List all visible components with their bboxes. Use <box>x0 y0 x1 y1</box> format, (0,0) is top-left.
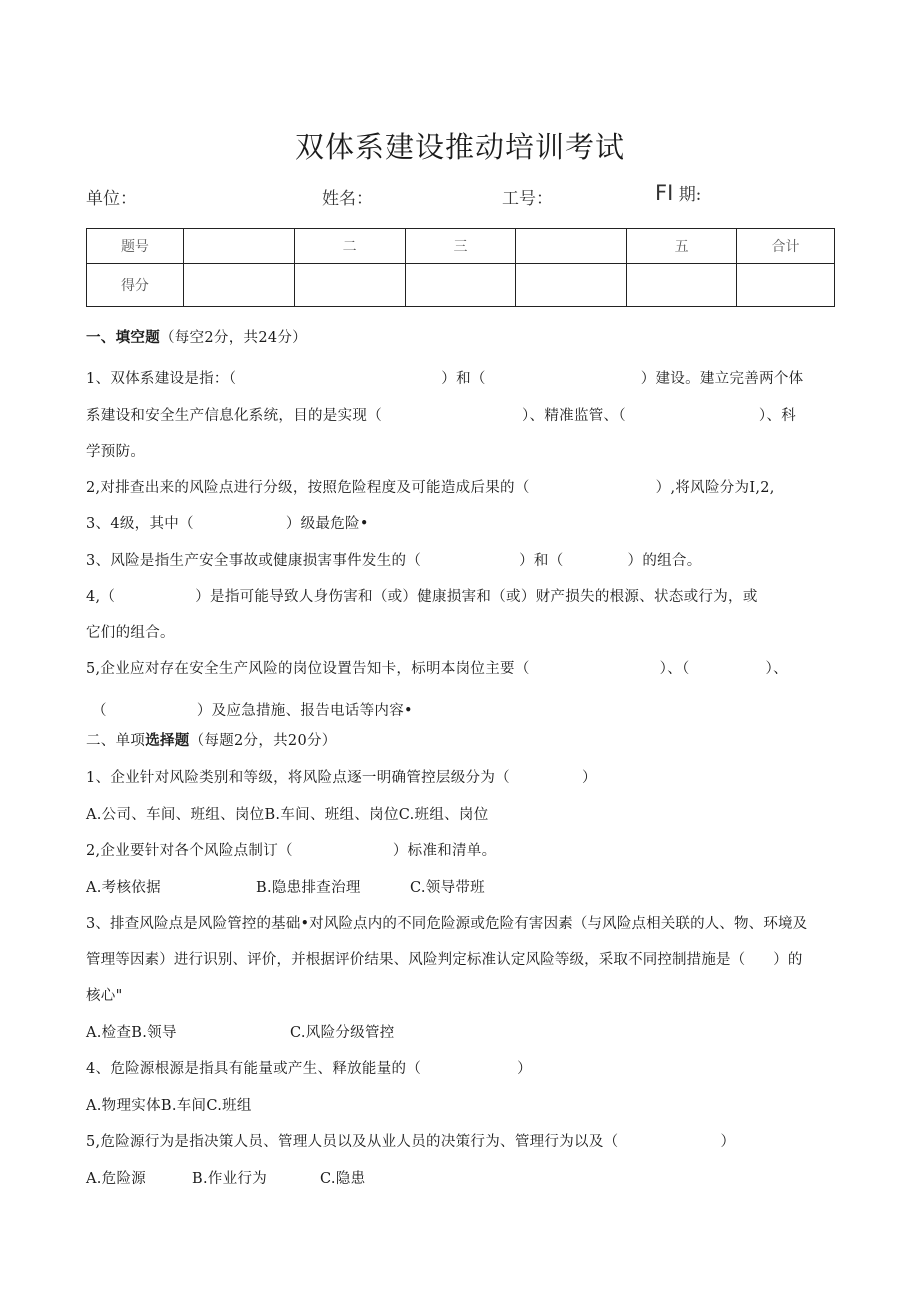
mc3-line2 <box>86 948 803 969</box>
name-label: 姓名： <box>322 189 373 209</box>
table-cell <box>183 229 294 264</box>
mc2-option-b: B.隐患排查治理 <box>256 880 361 896</box>
table-cell: 五 <box>627 229 737 264</box>
table-cell <box>516 229 627 264</box>
text-segment: （ <box>92 703 107 719</box>
q2-line1 <box>86 476 775 497</box>
id-label: 工号： <box>502 189 553 209</box>
text-segment: （每题2分，共20分） <box>189 733 337 749</box>
page-title: 双体系建设推动培训考试 <box>294 130 625 164</box>
table-cell: 合计 <box>737 229 835 264</box>
score-input-cell[interactable] <box>516 264 627 307</box>
text-segment: 二、单项 <box>86 733 146 749</box>
text-segment: ）级最危险• <box>285 516 369 532</box>
table-cell: 三 <box>405 229 516 264</box>
text-segment: ）建设。建立完善两个体 <box>640 371 804 387</box>
mc1-options: A.公司、车间、班组、岗位B.车间、班组、岗位C.班组、岗位 <box>86 807 489 823</box>
mc1-question <box>86 766 597 787</box>
text-segment: ）、（ <box>659 661 690 677</box>
score-table-header-row <box>87 229 835 264</box>
q4-line2: 它们的组合。 <box>86 625 175 641</box>
mc3-option-ab: A.检查B.领导 <box>86 1025 177 1041</box>
section-1-heading-rest: （每空2分，共24分） <box>160 330 307 346</box>
mc5-option-b: B.作业行为 <box>192 1171 268 1187</box>
q1-line2 <box>86 404 796 425</box>
mc5-option-a: A.危险源 <box>86 1171 147 1187</box>
text-segment: 5,企业应对存在安全生产风险的岗位设置告知卡，标明本岗位主要（ <box>86 661 530 677</box>
score-input-cell[interactable] <box>405 264 516 307</box>
text-segment: 管理等因素）进行识别、评价，并根据评价结果、风险判定 <box>86 952 467 968</box>
mc2-question <box>86 839 496 860</box>
text-segment: ） <box>720 1134 736 1150</box>
text-segment: ）和（ <box>441 371 486 387</box>
q2-line2 <box>86 512 369 533</box>
text-segment: 3、风险是指生产安全事故或健康损害事件发生的（ <box>86 553 422 569</box>
text-segment: 1、双体系建设是指：（ <box>86 371 237 387</box>
date-field <box>655 180 701 205</box>
text-segment: ） <box>581 770 597 786</box>
section-1-heading <box>86 326 307 347</box>
text-segment: 风险等级，采取不同控制措施是（ <box>525 952 746 968</box>
text-segment: 5,危险源行为是指决策人员、管理人员以及从业人员的决策行为、管理行为以及（ <box>86 1134 619 1150</box>
text-segment: 1、企业针对风险类别和等级，将风险点逐一明确管控层级分为（ <box>86 770 510 786</box>
q1-line1 <box>86 367 804 388</box>
text-segment: ）是指可能导致人身伤害和（或）健康损害和（或）财产损失的根源、状态或行为，或 <box>195 589 758 605</box>
mc3-line3: 核心" <box>86 988 123 1004</box>
text-segment: 4、危险源根源是指具有能量或产生、释放能量的（ <box>86 1061 422 1077</box>
text-segment: ）、 <box>765 661 788 677</box>
score-input-cell[interactable] <box>627 264 737 307</box>
text-segment: ）及应急措施、报告电话等内容• <box>196 703 413 719</box>
text-segment: 3、4级，其中（ <box>86 516 194 532</box>
section-2-heading <box>86 729 337 750</box>
score-input-cell[interactable] <box>737 264 835 307</box>
text-segment: ） <box>517 1061 532 1077</box>
table-cell: 二 <box>294 229 405 264</box>
text-segment: 2,企业要针对各个风险点制订（ <box>86 843 293 859</box>
q5-line1 <box>86 657 788 678</box>
mc5-option-c: C.隐患 <box>320 1171 366 1187</box>
q4-line1 <box>86 585 758 606</box>
text-segment: 选择题 <box>145 732 190 749</box>
table-cell: 得分 <box>87 264 184 307</box>
mc4-question <box>86 1057 532 1078</box>
text-segment: ）的组合。 <box>627 553 702 569</box>
score-input-cell[interactable] <box>183 264 294 307</box>
text-segment: ）标准和清单。 <box>392 843 497 859</box>
text-segment: 4,（ <box>86 589 116 605</box>
mc4-options: A.物理实体B.车间C.班组 <box>86 1098 252 1114</box>
mc3-option-c: C.风险分级管控 <box>290 1025 395 1041</box>
date-prefix: FI <box>655 181 674 205</box>
text-segment: 2,对排查出来的风险点进行分级，按照危险程度及可能造成后果的（ <box>86 480 530 496</box>
text-segment: ）和（ <box>519 553 564 569</box>
date-label: 期: <box>678 185 702 205</box>
text-segment: ）,将风险分为I,2, <box>655 480 775 496</box>
table-cell: 题号 <box>87 229 184 264</box>
text-segment: 系建设和安全生产信息化系统，目的是实现（ <box>86 408 382 424</box>
section-1-heading-bold: 一、填空题 <box>86 329 160 346</box>
mc2-option-a: A.考核依据 <box>86 880 161 896</box>
text-segment: ）、精准监管、（ <box>522 408 626 424</box>
mc3-line1: 3、排查风险点是风险管控的基础•对风险点内的不同危险源或危险有害因素（与风险点相关联的人、物、环境及 <box>86 916 808 932</box>
score-table-score-row <box>87 264 835 307</box>
mc2-option-c: C.领导带班 <box>410 880 485 896</box>
mc5-question <box>86 1130 735 1151</box>
q3-line1 <box>86 549 702 570</box>
unit-label: 单位： <box>86 189 137 209</box>
text-segment: ）的 <box>773 952 803 968</box>
q1-line3: 学预防。 <box>86 444 146 460</box>
score-table <box>86 228 835 307</box>
score-input-cell[interactable] <box>294 264 405 307</box>
text-segment: 标准认定 <box>466 952 526 968</box>
q5-line2 <box>92 699 413 720</box>
text-segment: ）、科 <box>758 408 797 424</box>
